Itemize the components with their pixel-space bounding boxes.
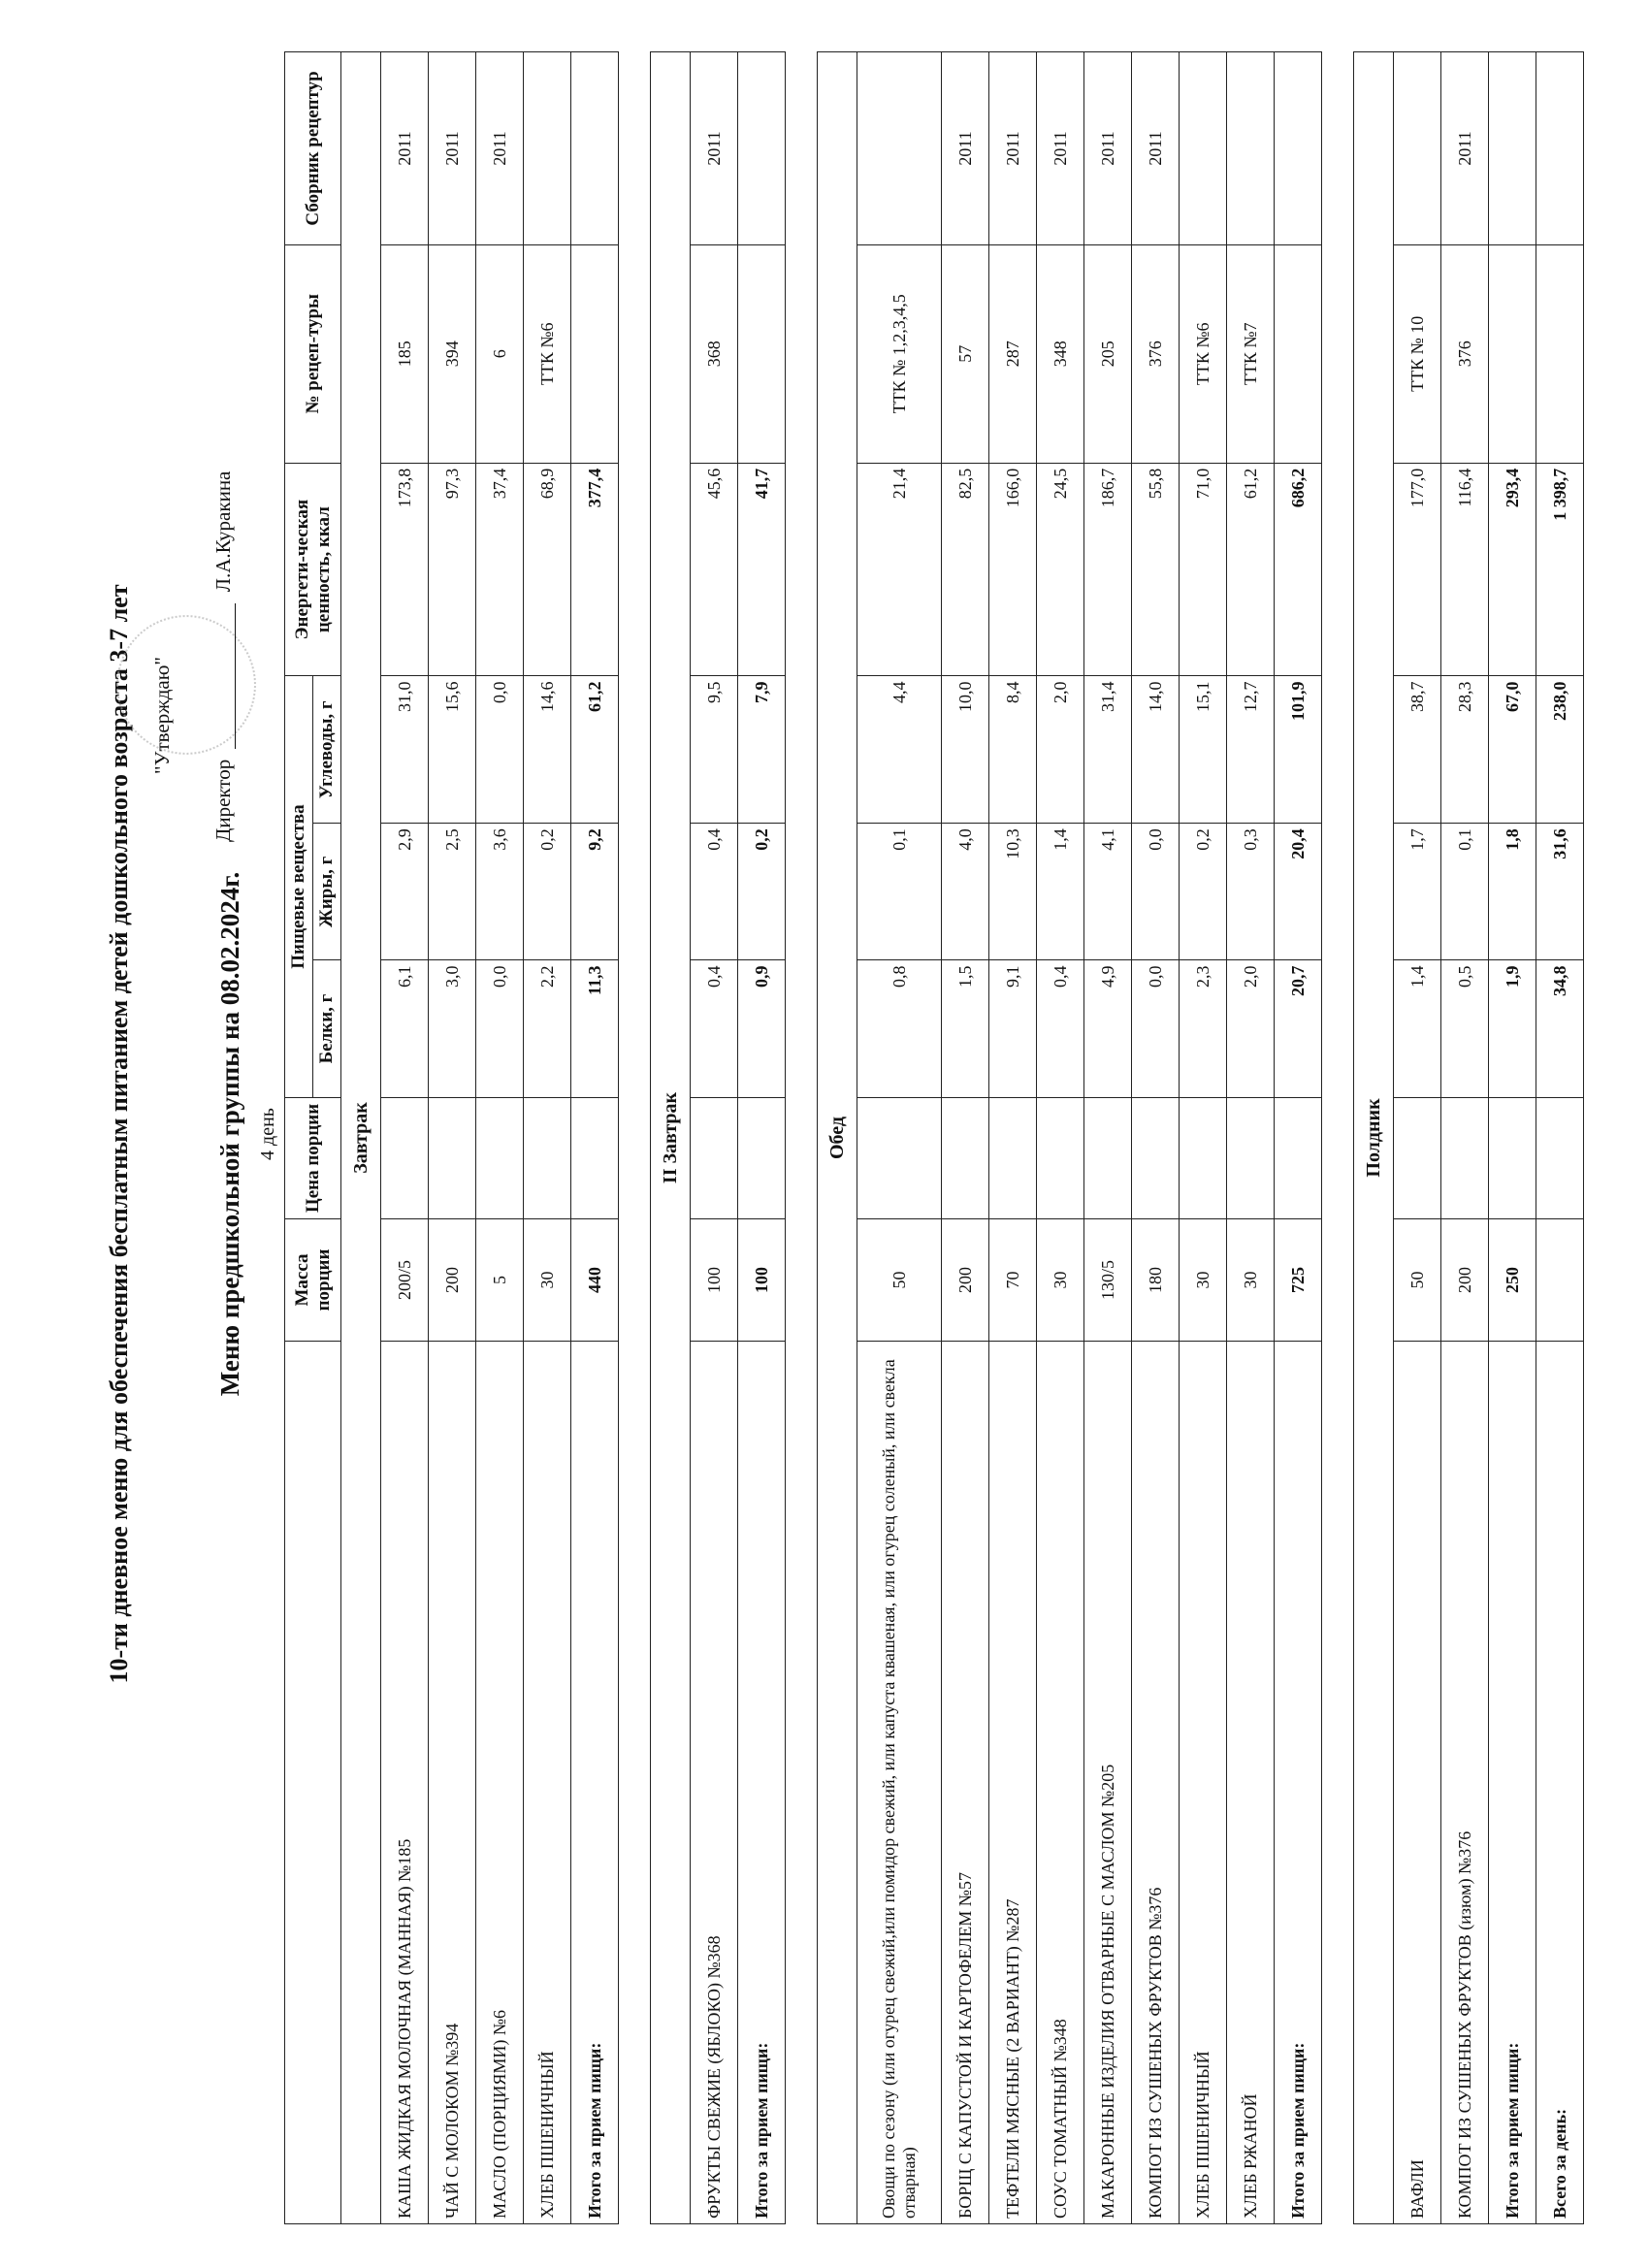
col-protein: Белки, г — [313, 960, 341, 1097]
mass-cell: 30 — [1227, 1219, 1275, 1342]
approve-label: "Утверждаю" — [150, 656, 174, 774]
energy-cell: 61,2 — [1227, 463, 1275, 676]
recipe-cell: 368 — [691, 244, 738, 463]
mass-cell: 200 — [1441, 1219, 1489, 1342]
mass-cell: 70 — [989, 1219, 1037, 1342]
total-row — [1275, 52, 1322, 2224]
total-mass: 250 — [1489, 1219, 1536, 1342]
book-cell — [1394, 52, 1441, 245]
total-recipe — [1489, 244, 1536, 463]
protein-cell: 3,0 — [429, 960, 476, 1097]
total-protein: 1,9 — [1489, 960, 1536, 1097]
energy-cell: 97,3 — [429, 463, 476, 676]
book-cell — [524, 52, 571, 245]
protein-cell: 2,0 — [1227, 960, 1275, 1097]
energy-cell: 186,7 — [1084, 463, 1132, 676]
total-fat: 20,4 — [1275, 824, 1322, 960]
total-book — [571, 52, 619, 245]
total-mass: 725 — [1275, 1219, 1322, 1342]
protein-cell: 0,0 — [476, 960, 524, 1097]
protein-cell: 0,4 — [691, 960, 738, 1097]
col-recipe-no: № рецеп-туры — [285, 244, 341, 463]
section-gap — [619, 52, 651, 2224]
mass-cell: 100 — [691, 1219, 738, 1342]
table-row — [1132, 52, 1180, 2224]
recipe-cell: 6 — [476, 244, 524, 463]
dish-name: КОМПОТ ИЗ СУШЕНЫХ ФРУКТОВ (изюм) №376 — [1441, 1341, 1489, 2223]
protein-cell: 1,4 — [1394, 960, 1441, 1097]
dish-name: МАКАРОННЫЕ ИЗДЕЛИЯ ОТВАРНЫЕ С МАСЛОМ №205 — [1084, 1341, 1132, 2223]
mass-cell: 30 — [1037, 1219, 1084, 1342]
price-cell — [691, 1097, 738, 1219]
book-cell: 2011 — [1037, 52, 1084, 245]
fat-cell: 0,4 — [691, 824, 738, 960]
recipe-cell: ТТК №6 — [1180, 244, 1227, 463]
mass-cell: 30 — [524, 1219, 571, 1342]
recipe-cell: ТТК №7 — [1227, 244, 1275, 463]
protein-cell: 0,5 — [1441, 960, 1489, 1097]
energy-cell: 166,0 — [989, 463, 1037, 676]
recipe-cell: 376 — [1132, 244, 1180, 463]
fat-cell: 4,0 — [942, 824, 989, 960]
recipe-cell: 205 — [1084, 244, 1132, 463]
fat-cell: 0,3 — [1227, 824, 1275, 960]
carbs-cell: 14,6 — [524, 676, 571, 824]
fat-cell: 2,9 — [381, 824, 429, 960]
day-total-carbs: 238,0 — [1536, 676, 1584, 824]
day-total-protein: 34,8 — [1536, 960, 1584, 1097]
fat-cell: 2,5 — [429, 824, 476, 960]
table-row — [691, 52, 738, 2224]
col-energy: Энергети-ческая ценность, ккал — [285, 463, 341, 676]
book-cell: 2011 — [429, 52, 476, 245]
energy-cell: 21,4 — [857, 463, 942, 676]
energy-cell: 45,6 — [691, 463, 738, 676]
table-row — [524, 52, 571, 2224]
total-energy: 293,4 — [1489, 463, 1536, 676]
total-recipe — [1275, 244, 1322, 463]
total-row — [738, 52, 786, 2224]
dish-name: ЧАЙ С МОЛОКОМ №394 — [429, 1341, 476, 2223]
dish-name: ХЛЕБ ПШЕНИЧНЫЙ — [1180, 1341, 1227, 2223]
menu-body — [341, 52, 1584, 2224]
total-protein: 11,3 — [571, 960, 619, 1097]
carbs-cell: 2,0 — [1037, 676, 1084, 824]
recipe-cell: 287 — [989, 244, 1037, 463]
total-book — [1489, 52, 1536, 245]
price-cell — [1037, 1097, 1084, 1219]
total-carbs: 101,9 — [1275, 676, 1322, 824]
carbs-cell: 9,5 — [691, 676, 738, 824]
book-cell: 2011 — [691, 52, 738, 245]
document-title: 10-ти дневное меню для обеспечения бесплатным питанием детей дошкольного возраста 3-7 лет — [105, 584, 133, 1684]
director-name: Л.А.Куракина — [211, 470, 235, 593]
price-cell — [1227, 1097, 1275, 1219]
dish-name: МАСЛО (ПОРЦИЯМИ) №6 — [476, 1341, 524, 2223]
protein-cell: 4,9 — [1084, 960, 1132, 1097]
total-label: Итого за прием пищи: — [571, 1341, 619, 2223]
protein-cell: 0,0 — [1132, 960, 1180, 1097]
table-row — [857, 52, 942, 2224]
dish-name: Овощи по сезону (или огурец свежий,или помидор свежий, или капуста квашеная, или огурец соленый, или свекла отварная) — [857, 1341, 942, 2223]
total-carbs: 67,0 — [1489, 676, 1536, 824]
protein-cell: 2,3 — [1180, 960, 1227, 1097]
energy-cell: 37,4 — [476, 463, 524, 676]
energy-cell: 68,9 — [524, 463, 571, 676]
total-book — [1275, 52, 1322, 245]
price-cell — [1180, 1097, 1227, 1219]
recipe-cell: ТТК № 1,2,3,4,5 — [857, 244, 942, 463]
col-dish — [285, 1341, 341, 2223]
book-cell — [1227, 52, 1275, 245]
dish-name: ФРУКТЫ СВЕЖИЕ (ЯБЛОКО) №368 — [691, 1341, 738, 2223]
total-energy: 41,7 — [738, 463, 786, 676]
director-label: Директор — [211, 759, 235, 842]
fat-cell: 0,1 — [857, 824, 942, 960]
menu-table — [284, 51, 1584, 2224]
price-cell — [1132, 1097, 1180, 1219]
energy-cell: 173,8 — [381, 463, 429, 676]
fat-cell: 0,2 — [1180, 824, 1227, 960]
mass-cell: 5 — [476, 1219, 524, 1342]
day-total-row — [1536, 52, 1584, 2224]
protein-cell: 2,2 — [524, 960, 571, 1097]
mass-cell: 200 — [942, 1219, 989, 1342]
day-label: 4 день — [257, 1108, 278, 1160]
gap-cell — [1322, 52, 1354, 2224]
menu-title: Меню предшкольной группы на 08.02.2024г. — [215, 871, 244, 1397]
total-carbs: 7,9 — [738, 676, 786, 824]
total-mass: 100 — [738, 1219, 786, 1342]
carbs-cell: 8,4 — [989, 676, 1037, 824]
day-total-fat: 31,6 — [1536, 824, 1584, 960]
total-protein: 20,7 — [1275, 960, 1322, 1097]
total-label: Итого за прием пищи: — [738, 1341, 786, 2223]
dish-name: ХЛЕБ ПШЕНИЧНЫЙ — [524, 1341, 571, 2223]
day-total-price — [1536, 1097, 1584, 1219]
mass-cell: 130/5 — [1084, 1219, 1132, 1342]
dish-name: КОМПОТ ИЗ СУШЕНЫХ ФРУКТОВ №376 — [1132, 1341, 1180, 2223]
dish-name: ХЛЕБ РЖАНОЙ — [1227, 1341, 1275, 2223]
total-price — [1489, 1097, 1536, 1219]
total-book — [738, 52, 786, 245]
day-total-recipe — [1536, 244, 1584, 463]
total-recipe — [738, 244, 786, 463]
book-cell: 2011 — [1084, 52, 1132, 245]
table-row — [1084, 52, 1132, 2224]
day-total-book — [1536, 52, 1584, 245]
fat-cell: 1,7 — [1394, 824, 1441, 960]
carbs-cell: 0,0 — [476, 676, 524, 824]
carbs-cell: 31,0 — [381, 676, 429, 824]
mass-cell: 200 — [429, 1219, 476, 1342]
section-title: II Завтрак — [651, 52, 691, 2224]
energy-cell: 82,5 — [942, 463, 989, 676]
total-row — [571, 52, 619, 2224]
price-cell — [429, 1097, 476, 1219]
book-cell: 2011 — [1132, 52, 1180, 245]
fat-cell: 3,6 — [476, 824, 524, 960]
protein-cell: 0,8 — [857, 960, 942, 1097]
table-row — [989, 52, 1037, 2224]
energy-cell: 24,5 — [1037, 463, 1084, 676]
book-cell — [1180, 52, 1227, 245]
price-cell — [476, 1097, 524, 1219]
fat-cell: 0,2 — [524, 824, 571, 960]
energy-cell: 116,4 — [1441, 463, 1489, 676]
book-cell: 2011 — [1441, 52, 1489, 245]
col-nutrients: Пищевые вещества — [285, 676, 313, 1097]
price-cell — [1394, 1097, 1441, 1219]
col-mass: Масса порции — [285, 1219, 341, 1342]
mass-cell: 50 — [857, 1219, 942, 1342]
book-cell: 2011 — [381, 52, 429, 245]
total-price — [738, 1097, 786, 1219]
carbs-cell: 15,1 — [1180, 676, 1227, 824]
carbs-cell: 14,0 — [1132, 676, 1180, 824]
book-cell: 2011 — [476, 52, 524, 245]
table-row — [381, 52, 429, 2224]
price-cell — [857, 1097, 942, 1219]
table-row — [1441, 52, 1489, 2224]
total-energy: 686,2 — [1275, 463, 1322, 676]
table-row — [476, 52, 524, 2224]
fat-cell: 0,1 — [1441, 824, 1489, 960]
fat-cell: 4,1 — [1084, 824, 1132, 960]
price-cell — [1441, 1097, 1489, 1219]
mass-cell: 50 — [1394, 1219, 1441, 1342]
section-header — [1354, 52, 1394, 2224]
section-header — [651, 52, 691, 2224]
price-cell — [989, 1097, 1037, 1219]
section-header — [818, 52, 857, 2224]
price-cell — [1084, 1097, 1132, 1219]
energy-cell: 71,0 — [1180, 463, 1227, 676]
carbs-cell: 4,4 — [857, 676, 942, 824]
recipe-cell: ТТК №6 — [524, 244, 571, 463]
total-protein: 0,9 — [738, 960, 786, 1097]
price-cell — [524, 1097, 571, 1219]
total-carbs: 61,2 — [571, 676, 619, 824]
dish-name: КАША ЖИДКАЯ МОЛОЧНАЯ (МАННАЯ) №185 — [381, 1341, 429, 2223]
recipe-cell: 394 — [429, 244, 476, 463]
carbs-cell: 28,3 — [1441, 676, 1489, 824]
fat-cell: 1,4 — [1037, 824, 1084, 960]
fat-cell: 0,0 — [1132, 824, 1180, 960]
mass-cell: 180 — [1132, 1219, 1180, 1342]
dish-name: БОРЩ С КАПУСТОЙ И КАРТОФЕЛЕМ №57 — [942, 1341, 989, 2223]
total-label: Итого за прием пищи: — [1489, 1341, 1536, 2223]
col-fat: Жиры, г — [313, 824, 341, 960]
section-title: Завтрак — [341, 52, 381, 2224]
book-cell: 2011 — [942, 52, 989, 245]
table-row — [1037, 52, 1084, 2224]
day-total-mass — [1536, 1219, 1584, 1342]
energy-cell: 55,8 — [1132, 463, 1180, 676]
protein-cell: 1,5 — [942, 960, 989, 1097]
day-total-label: Всего за день: — [1536, 1341, 1584, 2223]
protein-cell: 9,1 — [989, 960, 1037, 1097]
col-price: Цена порции — [285, 1097, 341, 1219]
total-label: Итого за прием пищи: — [1275, 1341, 1322, 2223]
price-cell — [942, 1097, 989, 1219]
protein-cell: 0,4 — [1037, 960, 1084, 1097]
carbs-cell: 38,7 — [1394, 676, 1441, 824]
total-price — [1275, 1097, 1322, 1219]
recipe-cell: 376 — [1441, 244, 1489, 463]
table-row — [429, 52, 476, 2224]
recipe-cell: 185 — [381, 244, 429, 463]
dish-name: СОУС ТОМАТНЫЙ №348 — [1037, 1341, 1084, 2223]
total-price — [571, 1097, 619, 1219]
total-energy: 377,4 — [571, 463, 619, 676]
col-recipe-book: Сборник рецептур — [285, 52, 341, 245]
section-gap — [786, 52, 818, 2224]
energy-cell: 177,0 — [1394, 463, 1441, 676]
book-cell: 2011 — [989, 52, 1037, 245]
section-title: Обед — [818, 52, 857, 2224]
day-total-energy: 1 398,7 — [1536, 463, 1584, 676]
mass-cell: 200/5 — [381, 1219, 429, 1342]
dish-name: ТЕФТЕЛИ МЯСНЫЕ (2 ВАРИАНТ) №287 — [989, 1341, 1037, 2223]
section-title: Полдник — [1354, 52, 1394, 2224]
total-fat: 1,8 — [1489, 824, 1536, 960]
carbs-cell: 15,6 — [429, 676, 476, 824]
protein-cell: 6,1 — [381, 960, 429, 1097]
total-fat: 9,2 — [571, 824, 619, 960]
total-recipe — [571, 244, 619, 463]
recipe-cell: ТТК № 10 — [1394, 244, 1441, 463]
gap-cell — [786, 52, 818, 2224]
section-header — [341, 52, 381, 2224]
recipe-cell: 57 — [942, 244, 989, 463]
carbs-cell: 10,0 — [942, 676, 989, 824]
total-fat: 0,2 — [738, 824, 786, 960]
table-row — [942, 52, 989, 2224]
dish-name: ВАФЛИ — [1394, 1341, 1441, 2223]
header-row — [285, 52, 313, 2224]
gap-cell — [619, 52, 651, 2224]
total-row — [1489, 52, 1536, 2224]
section-gap — [1322, 52, 1354, 2224]
total-mass: 440 — [571, 1219, 619, 1342]
book-cell — [857, 52, 942, 245]
price-cell — [381, 1097, 429, 1219]
recipe-cell: 348 — [1037, 244, 1084, 463]
carbs-cell: 31,4 — [1084, 676, 1132, 824]
table-row — [1394, 52, 1441, 2224]
carbs-cell: 12,7 — [1227, 676, 1275, 824]
col-carbs: Углеводы, г — [313, 676, 341, 824]
mass-cell: 30 — [1180, 1219, 1227, 1342]
fat-cell: 10,3 — [989, 824, 1037, 960]
table-row — [1227, 52, 1275, 2224]
table-row — [1180, 52, 1227, 2224]
